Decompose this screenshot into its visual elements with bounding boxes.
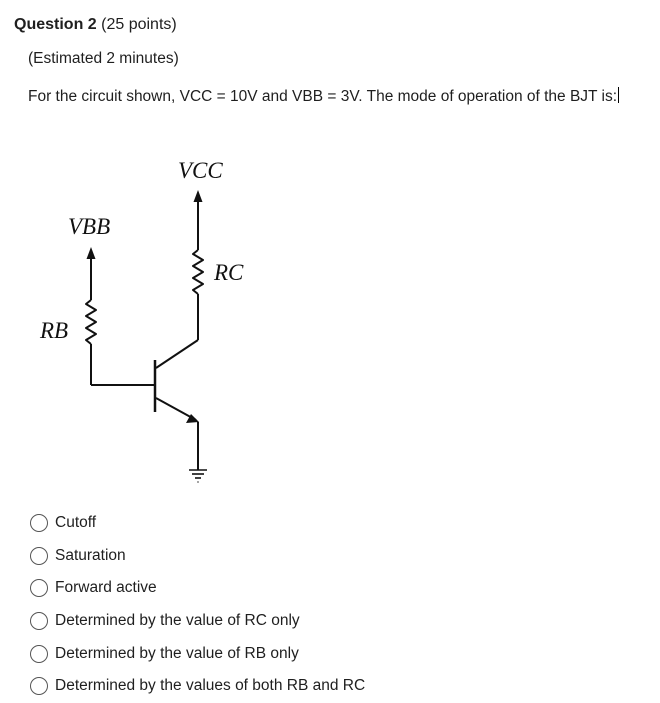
bjt-circuit-diagram: [0, 140, 300, 500]
radio-button[interactable]: [30, 514, 48, 532]
answer-option-rb-only[interactable]: [30, 637, 365, 670]
answer-option-rc-only[interactable]: [30, 605, 365, 638]
answer-option-label: Determined by the value of RC only: [55, 612, 300, 630]
answer-option-label: Saturation: [55, 546, 126, 564]
answer-option-label: Cutoff: [55, 514, 97, 532]
collector-lead: [156, 340, 198, 368]
text-cursor: [618, 87, 619, 103]
estimated-time: (Estimated 2 minutes): [28, 50, 179, 67]
radio-button[interactable]: [30, 612, 48, 630]
radio-button[interactable]: [30, 677, 48, 695]
answer-option-forward-active[interactable]: [30, 572, 365, 605]
question-number: Question 2: [14, 16, 97, 33]
answer-option-cutoff[interactable]: [30, 507, 365, 540]
radio-button[interactable]: [30, 645, 48, 663]
vcc-label: VCC: [178, 158, 223, 183]
answer-options: [30, 507, 365, 703]
vbb-label: VBB: [68, 214, 111, 239]
radio-button[interactable]: [30, 579, 48, 597]
answer-option-label: Determined by the values of both RB and RC: [55, 677, 366, 695]
answer-option-label: Determined by the value of RB only: [55, 644, 299, 662]
answer-option-saturation[interactable]: [30, 540, 365, 573]
rb-resistor: [86, 300, 96, 344]
question-prompt: [28, 87, 628, 107]
rc-label: RC: [214, 260, 244, 285]
rc-resistor: [193, 250, 203, 294]
answer-option-label: Forward active: [55, 579, 157, 597]
rb-label: RB: [40, 318, 69, 343]
question-points: (25 points): [96, 16, 177, 33]
question-title: [14, 14, 177, 36]
answer-option-rb-and-rc[interactable]: [30, 670, 365, 703]
radio-button[interactable]: [30, 547, 48, 565]
question-prompt-text: For the circuit shown, VCC = 10V and VBB = 3V. The mode of operation of the BJT is:: [28, 88, 618, 105]
ground-icon: [189, 470, 207, 482]
